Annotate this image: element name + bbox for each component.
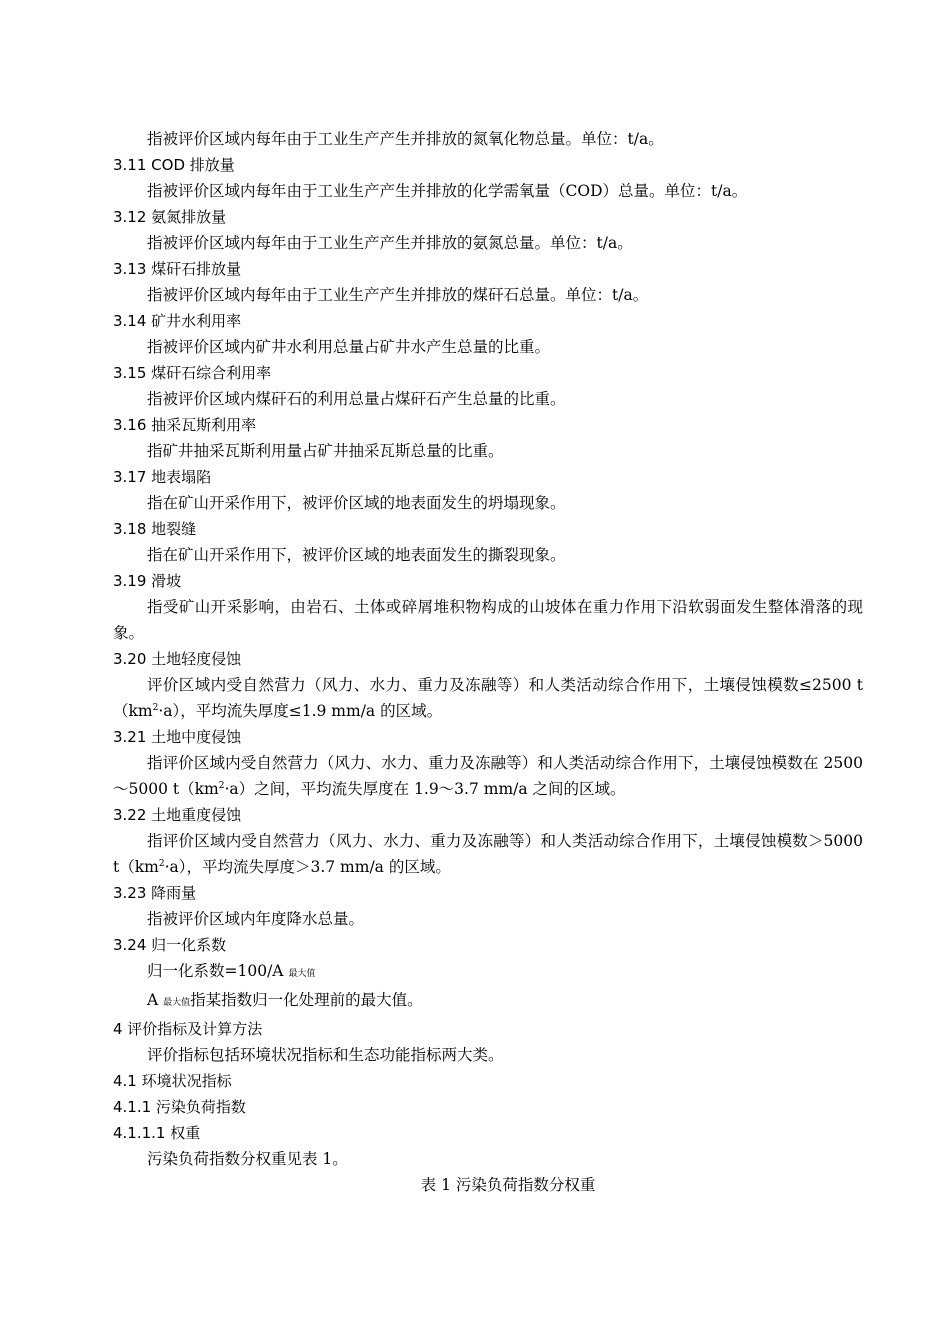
paragraph: 指被评价区域内年度降水总量。 bbox=[147, 910, 365, 928]
paragraph: 指被评价区域内每年由于工业生产产生并排放的化学需氧量（COD）总量。单位：t/a。 bbox=[147, 182, 748, 200]
section-heading: 3.16 抽采瓦斯利用率 bbox=[113, 416, 257, 434]
section-heading: 3.13 煤矸石排放量 bbox=[113, 260, 242, 278]
section-heading: 3.14 矿井水利用率 bbox=[113, 312, 242, 330]
subsection-heading: 4.1.1 污染负荷指数 bbox=[113, 1098, 246, 1116]
paragraph: 污染负荷指数分权重见表 1。 bbox=[147, 1150, 348, 1168]
document-body bbox=[113, 126, 863, 1198]
text-run: 指评价区域内受自然营力（风力、水力、重力及冻融等）和人类活动综合作用下，土壤侵蚀模数在 2500～5000 t（km bbox=[113, 754, 863, 798]
text-run: ·a）之间，平均流失厚度在 1.9～3.7 mm/a 之间的区域。 bbox=[224, 780, 626, 798]
section-heading: 3.21 土地中度侵蚀 bbox=[113, 728, 242, 746]
paragraph bbox=[113, 828, 863, 880]
paragraph: 指被评价区域内每年由于工业生产产生并排放的煤矸石总量。单位：t/a。 bbox=[147, 286, 649, 304]
paragraph: 指在矿山开采作用下，被评价区域的地表面发生的坍塌现象。 bbox=[147, 494, 566, 512]
superscript: 2 bbox=[152, 702, 159, 713]
formula-definition bbox=[113, 987, 863, 1016]
paragraph: 指受矿山开采影响，由岩石、土体或碎屑堆积物构成的山坡体在重力作用下沿软弱面发生整体滑落的现象。 bbox=[113, 598, 863, 642]
formula-line bbox=[113, 958, 863, 987]
section-heading: 3.11 COD 排放量 bbox=[113, 156, 235, 174]
subsubsection-heading: 4.1.1.1 权重 bbox=[113, 1124, 201, 1142]
paragraph: 指矿井抽采瓦斯利用量占矿井抽采瓦斯总量的比重。 bbox=[147, 442, 504, 460]
paragraph: 指被评价区域内每年由于工业生产产生并排放的氨氮总量。单位：t/a。 bbox=[147, 234, 633, 252]
text-run: 指某指数归一化处理前的最大值。 bbox=[190, 991, 423, 1009]
section-heading: 3.15 煤矸石综合利用率 bbox=[113, 364, 272, 382]
table-caption: 表 1 污染负荷指数分权重 bbox=[420, 1176, 596, 1194]
section-heading: 3.22 土地重度侵蚀 bbox=[113, 806, 242, 824]
section-heading: 3.18 地裂缝 bbox=[113, 520, 197, 538]
section-heading: 3.24 归一化系数 bbox=[113, 936, 227, 954]
section-heading: 4.1 环境状况指标 bbox=[113, 1072, 232, 1090]
superscript: 2 bbox=[218, 780, 225, 791]
paragraph: 指在矿山开采作用下，被评价区域的地表面发生的撕裂现象。 bbox=[147, 546, 566, 564]
paragraph: 评价指标包括环境状况指标和生态功能指标两大类。 bbox=[147, 1046, 504, 1064]
paragraph: 指被评价区域内矿井水利用总量占矿井水产生总量的比重。 bbox=[147, 338, 551, 356]
chapter-heading: 4 评价指标及计算方法 bbox=[113, 1020, 263, 1038]
formula-text: 归一化系数=100/A bbox=[147, 962, 284, 980]
paragraph bbox=[113, 750, 863, 802]
text-run: ·a），平均流失厚度＞3.7 mm/a 的区域。 bbox=[164, 858, 451, 876]
symbol: A bbox=[147, 991, 159, 1009]
text-run: ·a），平均流失厚度≤1.9 mm/a 的区域。 bbox=[158, 702, 443, 720]
text-run: 指评价区域内受自然营力（风力、水力、重力及冻融等）和人类活动综合作用下，土壤侵蚀模数＞5000 t（km bbox=[113, 832, 863, 876]
section-heading: 3.17 地表塌陷 bbox=[113, 468, 212, 486]
paragraph bbox=[113, 672, 863, 724]
paragraph: 指被评价区域内煤矸石的利用总量占煤矸石产生总量的比重。 bbox=[147, 390, 566, 408]
subscript: 最大值 bbox=[288, 969, 316, 979]
text-run: 评价区域内受自然营力（风力、水力、重力及冻融等）和人类活动综合作用下，土壤侵蚀模数≤2500 t（km bbox=[113, 676, 863, 720]
subscript: 最大值 bbox=[163, 998, 191, 1008]
paragraph: 指被评价区域内每年由于工业生产产生并排放的氮氧化物总量。单位：t/a。 bbox=[147, 130, 664, 148]
section-heading: 3.20 土地轻度侵蚀 bbox=[113, 650, 242, 668]
superscript: 2 bbox=[158, 858, 165, 869]
section-heading: 3.23 降雨量 bbox=[113, 884, 197, 902]
section-heading: 3.19 滑坡 bbox=[113, 572, 182, 590]
section-heading: 3.12 氨氮排放量 bbox=[113, 208, 227, 226]
